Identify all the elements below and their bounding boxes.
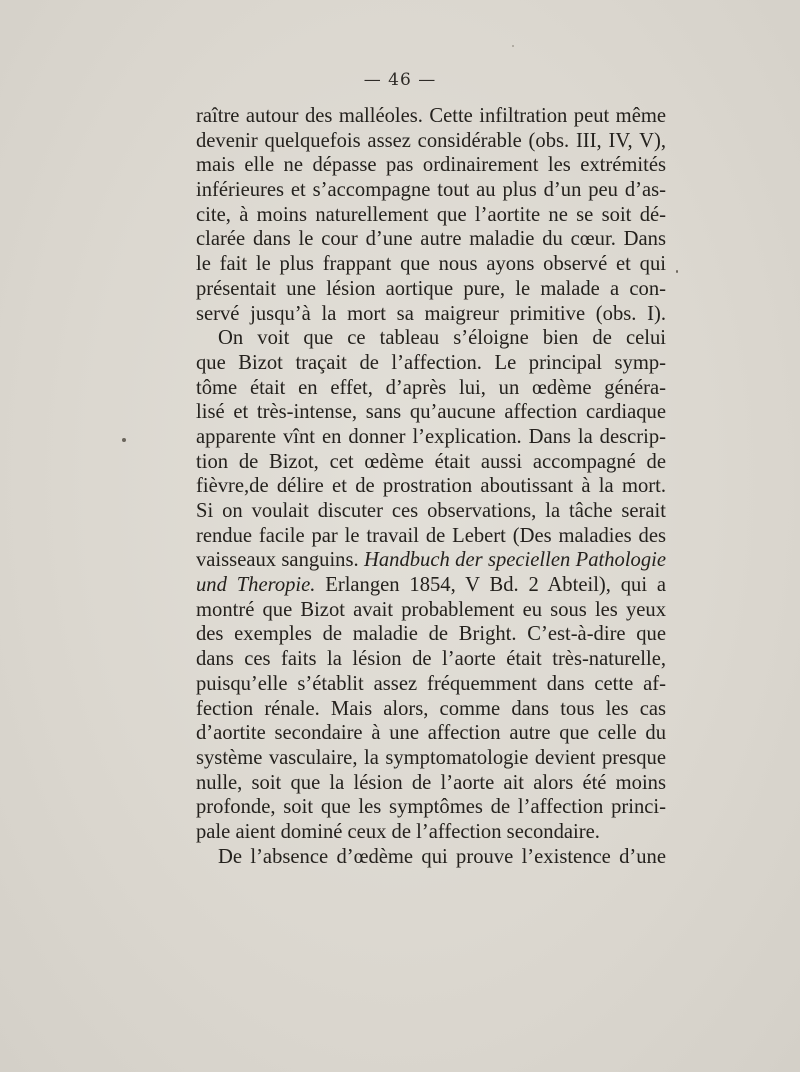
text-line: raître autour des malléoles. Cette infiltration peut même <box>196 105 666 127</box>
text-line: d’aortite secondaire à une affection autre que celle du <box>196 722 666 745</box>
text-line: présentait une lésion aortique pure, le malade a con- <box>196 277 666 300</box>
text-line: vaisseaux sanguins. Handbuch der speciellen Pathologie <box>196 549 666 572</box>
text-line: clarée dans le cour d’une autre maladie du cœur. Dans <box>196 228 666 251</box>
text-line: système vasculaire, la symptomatologie devient presque <box>196 746 666 769</box>
text-line: des exemples de maladie de Bright. C’est-à-dire que <box>196 623 666 646</box>
text-line: devenir quelquefois assez considérable (obs. III, IV, V), <box>196 129 666 152</box>
text-line: dans ces faits la lésion de l’aorte était très-naturelle, <box>196 648 666 671</box>
text-line: inférieures et s’accompagne tout au plus d’un peu d’as- <box>196 179 666 202</box>
text-line: fection rénale. Mais alors, comme dans tous les cas <box>196 697 666 720</box>
text-line: rendue facile par le travail de Lebert (Des maladies des <box>196 524 666 547</box>
text-line: Si on voulait discuter ces observations, la tâche serait <box>196 500 666 522</box>
body-text <box>196 104 666 869</box>
text-line: tion de Bizot, cet œdème était aussi accompagné de <box>196 450 666 473</box>
text-line: servé jusqu’à la mort sa maigreur primitive (obs. I). <box>196 302 666 325</box>
text-line: puisqu’elle s’établit assez fréquemment dans cette af- <box>196 672 666 695</box>
page-number: — 46 — <box>363 70 437 90</box>
text-line: montré que Bizot avait probablement eu sous les yeux <box>196 598 666 621</box>
text-line: tôme était en effet, d’après lui, un œdème généra- <box>196 376 666 399</box>
paper-speck <box>122 438 126 442</box>
text-line: On voit que ce tableau s’éloigne bien de celui <box>218 327 666 350</box>
italic-title: Handbuch der speciellen Pathologie <box>364 549 666 572</box>
text-line: fièvre,de délire et de prostration aboutissant à la mort. <box>196 475 666 498</box>
text-line: und Theropie. Erlangen 1854, V Bd. 2 Abteil), qui a <box>196 574 666 597</box>
paper-speck <box>676 270 678 273</box>
text-line: profonde, soit que les symptômes de l’affection princi- <box>196 796 666 819</box>
text-line: le fait le plus frappant que nous ayons observé et qui <box>196 253 666 276</box>
text-line: lisé et très-intense, sans qu’aucune affection cardiaque <box>196 401 666 424</box>
text-line: cite, à moins naturellement que l’aortite ne se soit dé- <box>196 203 666 226</box>
text-line: que Bizot traçait de l’affection. Le principal symp- <box>196 351 666 374</box>
text-line: pale aient dominé ceux de l’affection secondaire. <box>196 820 600 843</box>
text-line: De l’absence d’œdème qui prouve l’existence d’une <box>218 845 666 868</box>
text-line: apparente vînt en donner l’explication. Dans la descrip- <box>196 425 666 448</box>
paper-speck <box>512 45 514 47</box>
text-line: nulle, soit que la lésion de l’aorte ait alors été moins <box>196 771 666 794</box>
text-line: mais elle ne dépasse pas ordinairement les extrémités <box>196 154 666 177</box>
italic-title: und Theropie. <box>196 574 316 597</box>
